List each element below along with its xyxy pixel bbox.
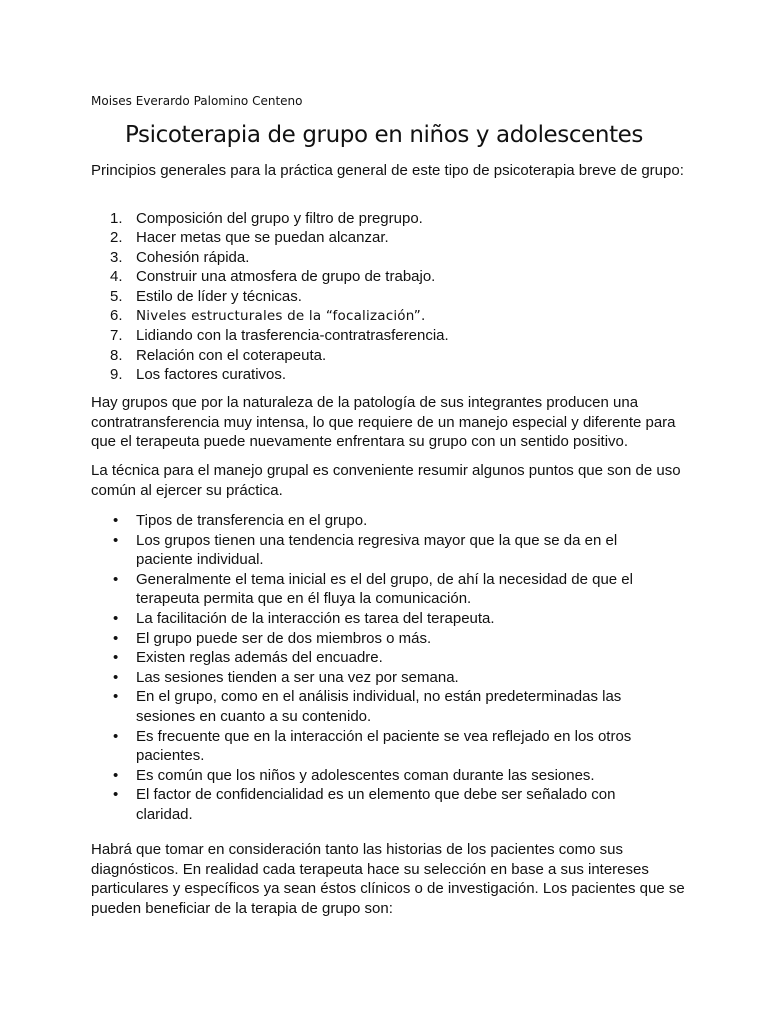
point-item <box>91 629 636 649</box>
item-text: Lidiando con la trasferencia-contratrasferencia. <box>136 327 449 345</box>
document-title: Psicoterapia de grupo en niños y adolescentes <box>124 122 644 148</box>
item-number: 4. <box>110 268 123 286</box>
contratransferencia-paragraph: Hay grupos que por la naturaleza de la patología de sus integrantes producen una contratransferencia muy intensa, lo que requiere de un manejo especial y diferente para que el terapeuta puede nuevamente enfrentara su grupo con un sentido positivo. <box>91 394 676 451</box>
item-number: 6. <box>110 307 123 325</box>
item-number: 1. <box>110 210 123 227</box>
item-text: Hacer metas que se puedan alcanzar. <box>136 229 389 247</box>
point-item <box>91 511 636 531</box>
intro-paragraph: Principios generales para la práctica general de este tipo de psicoterapia breve de grupo: <box>91 162 684 179</box>
points-list <box>91 511 691 825</box>
item-number: 8. <box>110 346 123 364</box>
bullet-icon: • <box>113 649 119 667</box>
bullet-icon: • <box>113 786 119 804</box>
item-text: Relación con el coterapeuta. <box>136 346 327 364</box>
bullet-icon: • <box>113 609 119 627</box>
point-item <box>91 531 636 570</box>
bullet-icon: • <box>113 766 119 784</box>
item-text: Construir una atmosfera de grupo de trabajo. <box>136 268 436 286</box>
principle-item <box>91 306 449 326</box>
bullet-icon: • <box>113 727 119 745</box>
principle-item <box>91 326 449 345</box>
principles-list <box>91 209 449 385</box>
bullet-icon: • <box>113 668 119 686</box>
item-text: Los grupos tienen una tendencia regresiva mayor que la que se da en el paciente individual. <box>136 531 618 569</box>
item-number: 5. <box>110 287 123 305</box>
item-number: 3. <box>110 248 123 266</box>
principle-item <box>91 228 449 247</box>
principle-item <box>91 287 449 306</box>
principle-item <box>91 365 449 384</box>
item-text: Niveles estructurales de la “focalización”. <box>136 308 426 325</box>
point-item <box>91 668 636 688</box>
principle-item <box>91 346 449 365</box>
item-text: Generalmente el tema inicial es el del grupo, de ahí la necesidad de que el terapeuta permita que en él fluya la comunicación. <box>136 570 633 608</box>
tecnica-paragraph: La técnica para el manejo grupal es conveniente resumir algunos puntos que son de uso común al ejercer su práctica. <box>91 462 681 499</box>
point-item <box>91 570 636 609</box>
bullet-icon: • <box>113 688 119 706</box>
point-item <box>91 687 636 726</box>
item-number: 7. <box>110 327 123 345</box>
item-text: Cohesión rápida. <box>136 248 250 266</box>
principle-item <box>91 248 449 267</box>
principle-item <box>91 209 449 228</box>
point-item <box>91 648 636 668</box>
item-text: Los factores curativos. <box>136 366 287 384</box>
bullet-icon: • <box>113 531 119 549</box>
habra-paragraph: Habrá que tomar en consideración tanto las historias de los pacientes como sus diagnósticos. En realidad cada terapeuta hace su selección en base a sus intereses particulares y específicos ya sean éstos clínicos o de investigación. Los pacientes que se pueden beneficiar de la terapia de grupo son: <box>91 841 685 917</box>
item-text: Tipos de transferencia en el grupo. <box>136 512 368 529</box>
item-text: El factor de confidencialidad es un elemento que debe ser señalado con claridad. <box>136 786 616 823</box>
point-item <box>91 766 636 786</box>
item-text: El grupo puede ser de dos miembros o más. <box>136 629 432 647</box>
item-text: En el grupo, como en el análisis individual, no están predeterminadas las sesiones en cuanto a su contenido. <box>136 688 622 725</box>
bullet-icon: • <box>113 570 119 588</box>
item-text: La facilitación de la interacción es tarea del terapeuta. <box>136 609 495 627</box>
item-text: Es común que los niños y adolescentes coman durante las sesiones. <box>136 766 595 784</box>
item-text: Existen reglas además del encuadre. <box>136 649 383 667</box>
item-text: Estilo de líder y técnicas. <box>136 287 302 305</box>
author-name: Moises Everardo Palomino Centeno <box>91 94 303 108</box>
point-item <box>91 609 636 629</box>
item-text: Las sesiones tienden a ser una vez por semana. <box>136 668 459 686</box>
item-text: Es frecuente que en la interacción el paciente se vea reflejado en los otros pacientes. <box>136 727 632 765</box>
bullet-icon: • <box>113 629 119 647</box>
item-number: 2. <box>110 229 123 247</box>
bullet-icon: • <box>113 512 119 529</box>
principle-item <box>91 267 449 286</box>
point-item <box>91 785 636 824</box>
point-item <box>91 727 636 766</box>
item-number: 9. <box>110 366 123 384</box>
item-text: Composición del grupo y filtro de pregrupo. <box>136 210 423 227</box>
